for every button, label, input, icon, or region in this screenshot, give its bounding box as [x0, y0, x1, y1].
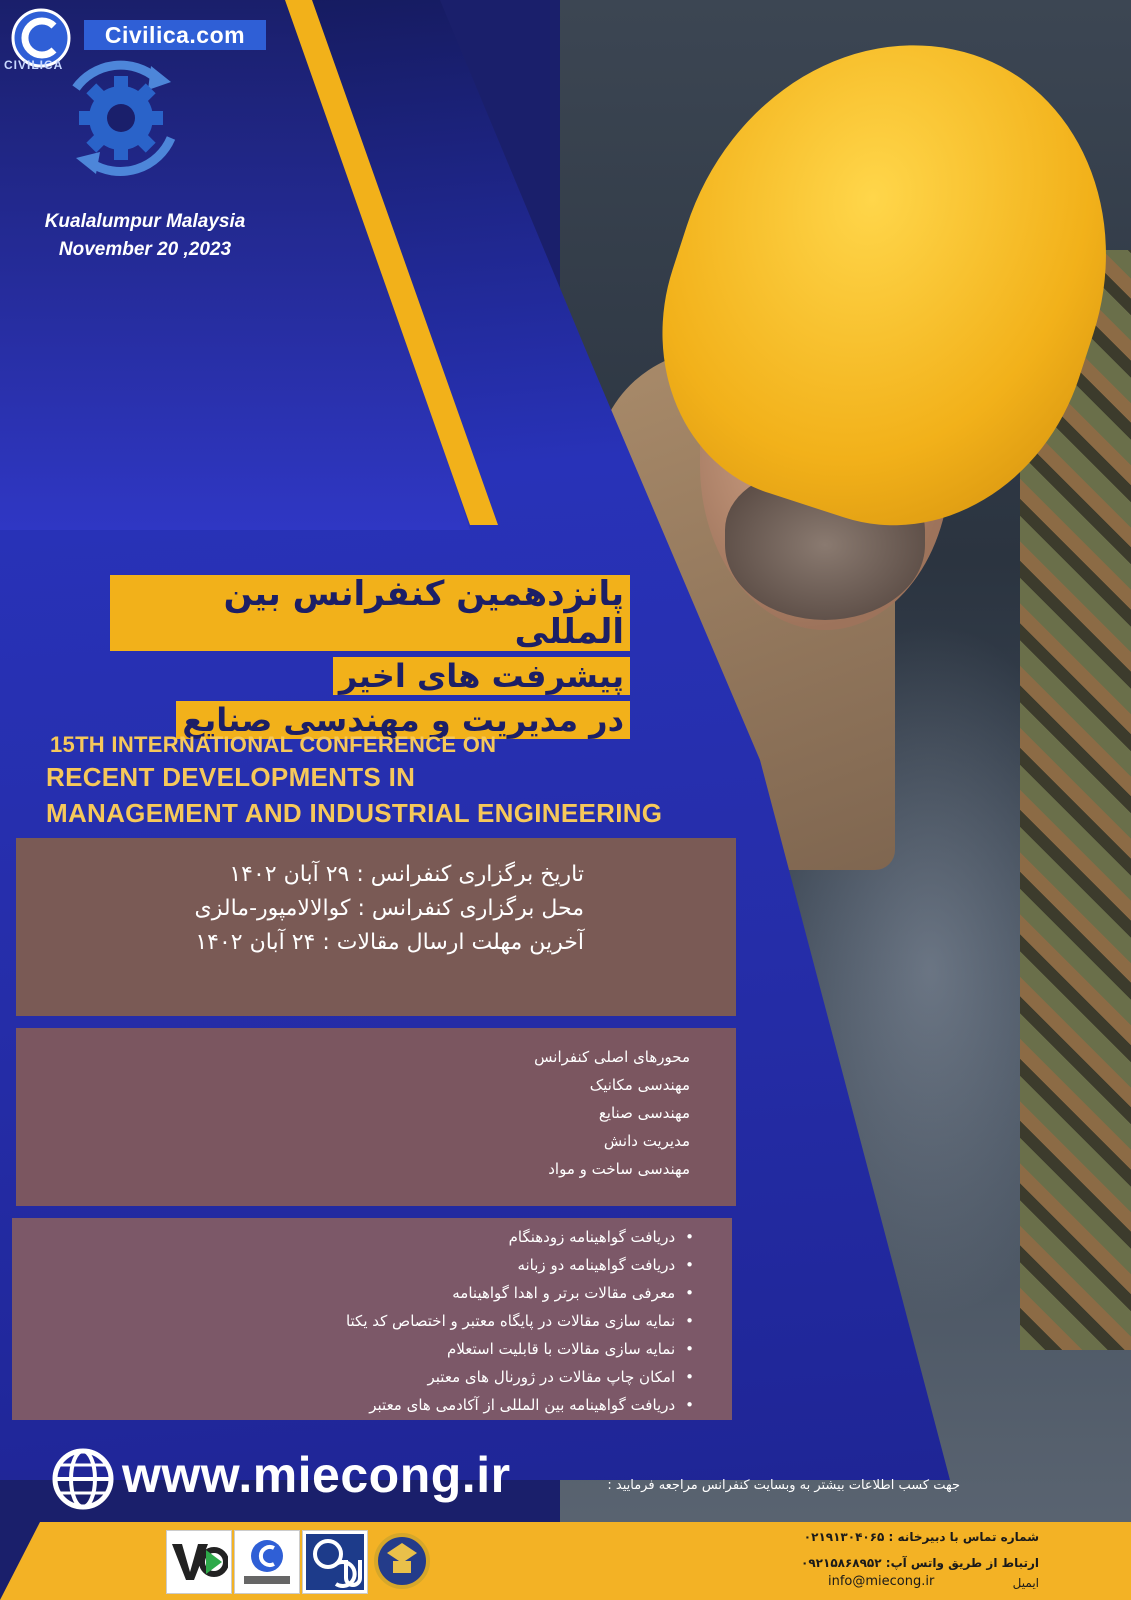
civilica-partner-icon: [238, 1536, 296, 1588]
persian-title: [110, 575, 630, 745]
gear-icon: [46, 48, 196, 188]
benefit-item: • نمایه سازی مقالات با قابلیت استعلام: [447, 1340, 694, 1358]
civilica-banner[interactable]: Civilica.com: [84, 20, 266, 50]
en-title-line-3: MANAGEMENT AND INDUSTRIAL ENGINEERING: [46, 798, 663, 828]
en-title-line-1: 15TH INTERNATIONAL CONFERENCE ON: [50, 732, 497, 757]
detail-date: تاریخ برگزاری کنفرانس : ۲۹ آبان ۱۴۰۲: [229, 862, 584, 887]
benefit-item: • دریافت گواهینامه دو زبانه: [517, 1256, 694, 1274]
topic-item: مهندسی صنایع: [598, 1104, 690, 1122]
topics-box: [16, 1028, 736, 1206]
benefit-item: • دریافت گواهینامه زودهنگام: [509, 1228, 694, 1246]
ocu-logo-icon: [306, 1534, 364, 1590]
detail-deadline: آخرین مهلت ارسال مقالات : ۲۴ آبان ۱۴۰۲: [195, 930, 584, 955]
civilica-sub: CIVILICA: [4, 58, 64, 72]
contact-whatsapp: ارتباط از طریق واتس آپ: ۰۹۲۱۵۸۶۸۹۵۲: [801, 1556, 1039, 1570]
contact-email[interactable]: info@miecong.ir: [828, 1574, 935, 1589]
benefit-item: • نمایه سازی مقالات در پایگاه معتبر و اختصاص کد یکتا: [346, 1312, 694, 1330]
date: November 20 ,2023: [58, 239, 232, 260]
partner-logo: [166, 1530, 232, 1594]
partner-logo: [234, 1530, 300, 1594]
benefit-item: • معرفی مقالات برتر و اهدا گواهینامه: [452, 1284, 694, 1302]
partner-logo: [302, 1530, 368, 1594]
contact-email-label: ایمیل: [1012, 1576, 1039, 1590]
topic-item: مهندسی مکانیک: [589, 1076, 690, 1094]
emblem-icon: [373, 1531, 431, 1591]
city: Kualalumpur Malaysia: [44, 211, 246, 232]
benefits-box: [12, 1218, 732, 1420]
contact-phone: شماره تماس با دبیرخانه : ۰۲۱۹۱۳۰۴۰۶۵: [803, 1530, 1039, 1544]
vo-logo-icon: [170, 1540, 228, 1584]
detail-venue: محل برگزاری کنفرانس : کوالالامپور-مالزی: [194, 896, 584, 921]
topics-heading: محورهای اصلی کنفرانس: [534, 1048, 690, 1066]
website-note: جهت کسب اطلاعات بیشتر به وبسایت کنفرانس مراجعه فرمایید :: [607, 1478, 960, 1493]
globe-icon: [52, 1448, 114, 1510]
fa-title-line-3: در مدیریت و مهندسی صنایع: [176, 701, 630, 739]
topic-item: مدیریت دانش: [603, 1132, 690, 1150]
benefit-item: • امکان چاپ مقالات در ژورنال های معتبر: [428, 1368, 695, 1386]
partner-logo: [370, 1530, 434, 1592]
fa-title-line-1: پانزدهمین کنفرانس بین المللی: [110, 575, 630, 651]
website-link[interactable]: www.miecong.ir: [122, 1447, 511, 1503]
location-date: [10, 208, 280, 264]
fa-title-line-2: پیشرفت های اخیر: [333, 657, 630, 695]
details-box: [16, 838, 736, 1016]
topic-item: مهندسی ساخت و مواد: [548, 1160, 690, 1178]
en-title-line-2: RECENT DEVELOPMENTS IN: [46, 762, 416, 792]
benefit-item: • دریافت گواهینامه بین المللی از آکادمی های معتبر: [369, 1396, 694, 1414]
